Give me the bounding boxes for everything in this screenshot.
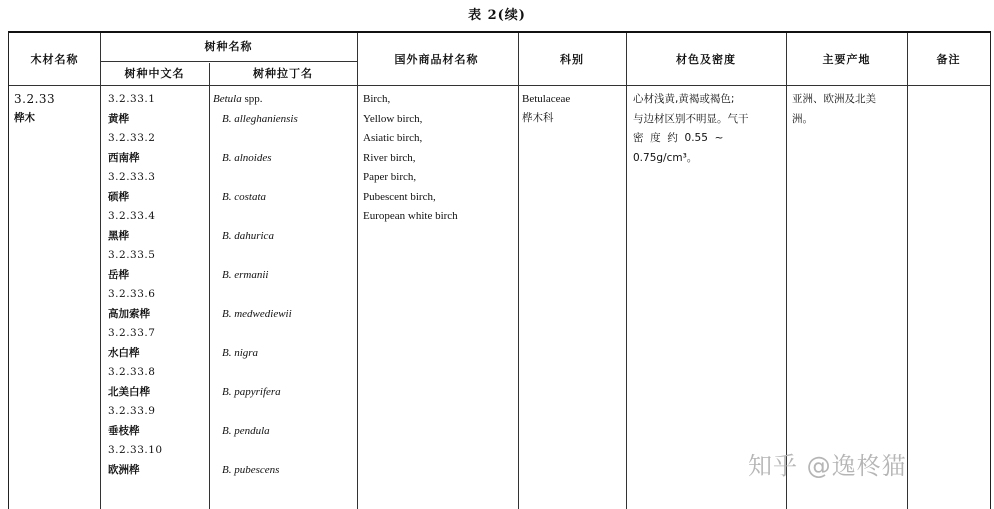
species-cn-name: 垂枝桦 bbox=[108, 424, 140, 437]
foreign-trade-name: Asiatic birch, bbox=[363, 132, 423, 144]
species-code: 3.2.33.2 bbox=[108, 132, 156, 144]
genus-latin: Betula spp. bbox=[213, 93, 263, 105]
species-latin-name: B. alleghaniensis bbox=[222, 112, 298, 125]
header-tree-name: 树种名称 bbox=[204, 40, 253, 53]
species-latin-name: B. ermanii bbox=[222, 268, 269, 281]
genus-code: 3.2.33.1 bbox=[108, 93, 156, 105]
species-code: 3.2.33.9 bbox=[108, 405, 156, 417]
color-density-line: 与边材区别不明显。气干 bbox=[633, 112, 749, 125]
foreign-trade-name: Paper birch, bbox=[363, 171, 417, 183]
timber-code: 3.2.33 bbox=[14, 92, 56, 106]
header-remarks: 备注 bbox=[936, 52, 961, 66]
species-cn-name: 硕桦 bbox=[108, 190, 129, 203]
species-code: 3.2.33.6 bbox=[108, 288, 156, 300]
header-family: 科别 bbox=[560, 52, 584, 66]
species-latin-name: B. medwediewii bbox=[222, 307, 292, 320]
header-foreign-trade: 国外商品材名称 bbox=[394, 52, 479, 66]
species-cn-name: 北美白桦 bbox=[108, 385, 150, 398]
species-cn-name: 西南桦 bbox=[108, 151, 140, 164]
family-cn: 桦木科 bbox=[522, 112, 554, 124]
origin-line: 洲。 bbox=[792, 112, 813, 125]
col-divider bbox=[907, 33, 908, 509]
species-code: 3.2.33.3 bbox=[108, 171, 156, 183]
header-tree-latin: 树种拉丁名 bbox=[253, 67, 313, 80]
species-latin-name: B. costata bbox=[222, 190, 266, 203]
family-latin: Betulaceae bbox=[522, 93, 571, 105]
origin-line: 亚洲、欧洲及北美 bbox=[792, 93, 876, 105]
species-code: 3.2.33.7 bbox=[108, 327, 156, 339]
col-divider bbox=[626, 33, 627, 509]
foreign-trade-name: Pubescent birch, bbox=[363, 190, 436, 203]
timber-name: 桦木 bbox=[14, 112, 35, 124]
species-cn-name: 黑桦 bbox=[108, 229, 129, 242]
species-latin-name: B. papyrifera bbox=[222, 385, 281, 398]
species-code: 3.2.33.8 bbox=[108, 366, 156, 378]
foreign-trade-name: Birch, bbox=[363, 93, 391, 105]
color-density-line: 心材浅黄,黄褐或褐色; bbox=[633, 93, 735, 105]
species-code: 3.2.33.4 bbox=[108, 210, 156, 222]
header-color-density: 材色及密度 bbox=[676, 52, 736, 66]
species-latin-name: B. nigra bbox=[222, 346, 259, 359]
species-cn-name: 黄桦 bbox=[108, 112, 129, 125]
species-cn-name: 欧洲桦 bbox=[108, 463, 140, 476]
species-latin-name: B. pubescens bbox=[222, 463, 280, 476]
header-tree-cn: 树种中文名 bbox=[124, 67, 185, 80]
species-latin-name: B. alnoides bbox=[222, 151, 272, 164]
color-density-line: 0.75g/cm³。 bbox=[633, 151, 698, 164]
species-code: 3.2.33.5 bbox=[108, 249, 156, 261]
species-code: 3.2.33.10 bbox=[108, 444, 163, 456]
col-divider bbox=[100, 33, 101, 509]
species-cn-name: 水白桦 bbox=[108, 346, 140, 359]
col-divider bbox=[518, 33, 519, 509]
species-table bbox=[8, 31, 991, 509]
species-latin-name: B. dahurica bbox=[222, 229, 274, 242]
species-cn-name: 岳桦 bbox=[108, 268, 129, 281]
col-divider bbox=[209, 63, 210, 509]
color-density-line: 密 度 约 0.55 ~ bbox=[633, 132, 724, 144]
foreign-trade-name: European white birch bbox=[363, 210, 458, 222]
header-timber-name: 木材名称 bbox=[30, 52, 79, 66]
col-divider bbox=[357, 33, 358, 509]
col-divider bbox=[786, 33, 787, 509]
foreign-trade-name: River birch, bbox=[363, 151, 416, 164]
watermark: 知乎 @逸柊猫 bbox=[748, 452, 907, 480]
header-origin: 主要产地 bbox=[822, 52, 871, 66]
species-latin-name: B. pendula bbox=[222, 424, 270, 437]
foreign-trade-name: Yellow birch, bbox=[363, 112, 423, 125]
table-caption: 表 2(续) bbox=[468, 8, 526, 23]
species-cn-name: 高加索桦 bbox=[108, 307, 150, 320]
